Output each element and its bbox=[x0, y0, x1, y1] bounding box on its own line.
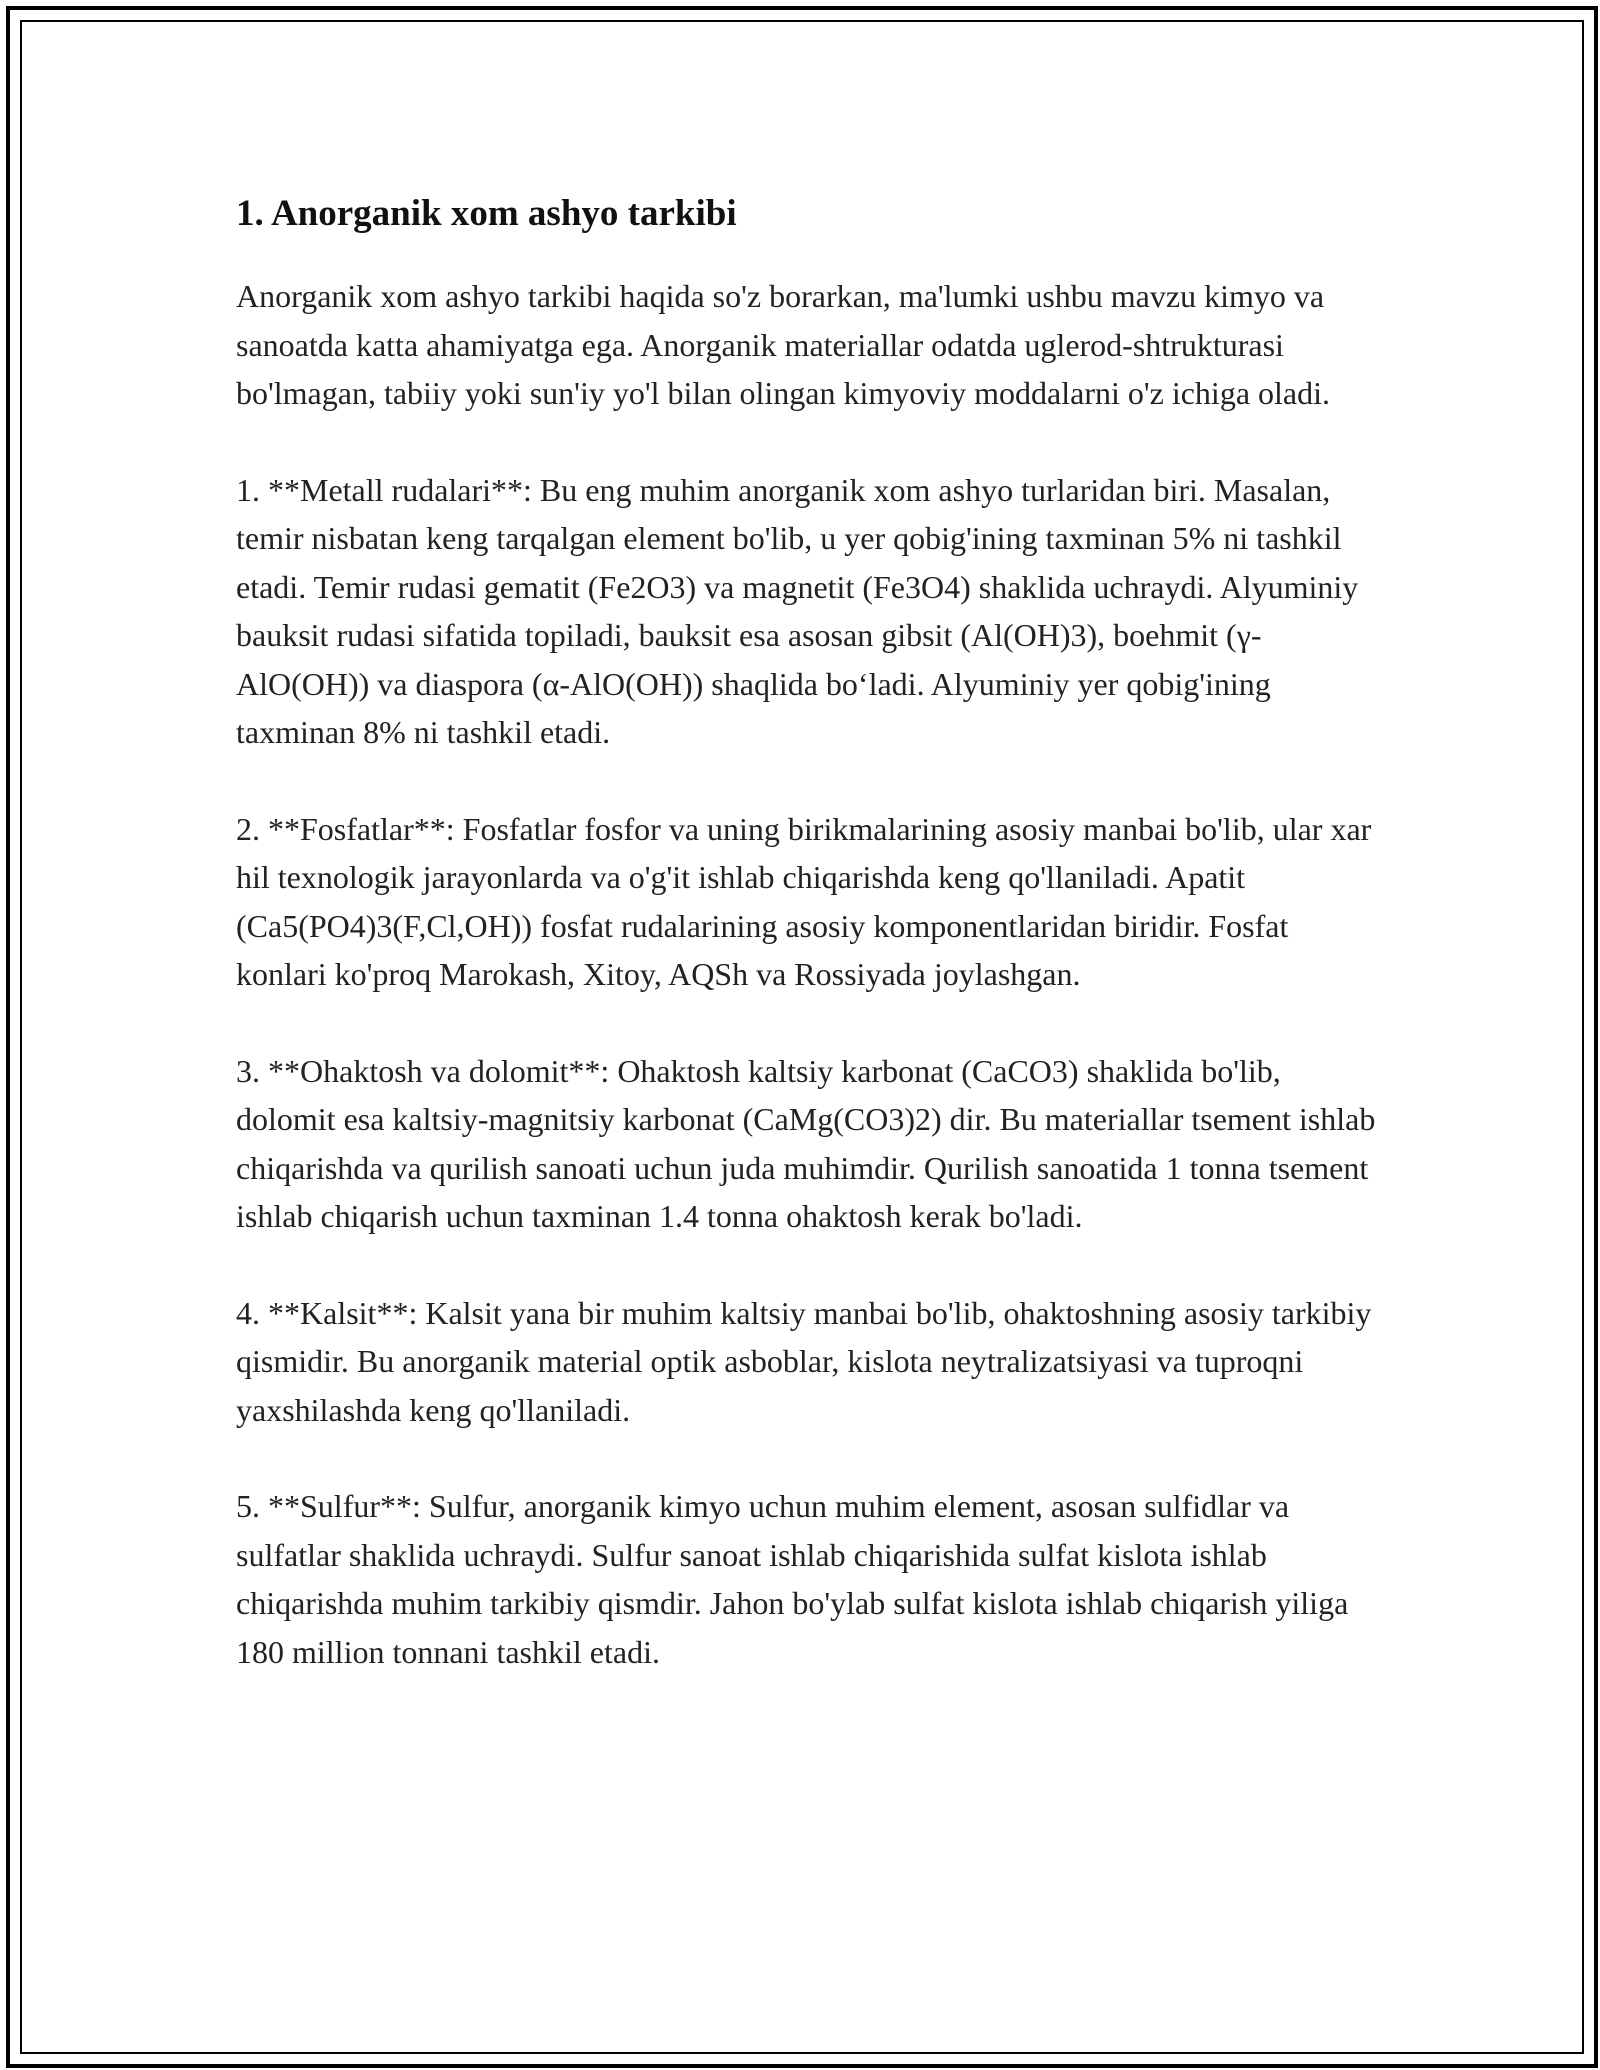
document-body bbox=[236, 186, 1376, 1724]
paragraph-metall-rudalari: 1. **Metall rudalari**: Bu eng muhim anorganik xom ashyo turlaridan biri. Masalan, temir nisbatan keng tarqalgan element bo'lib, u yer qobig'ining taxminan 5% ni tashkil etadi. Temir rudasi gematit (Fe2O3) va magnetit (Fe3O4) shaklida uchraydi. Alyuminiy bauksit rudasi sifatida topiladi, bauksit esa asosan gibsit (Al(OH)3), boehmit (γ-AlO(OH)) va diaspora (α-AlO(OH)) shaqlida boʻladi. Alyuminiy yer qobig'ining taxminan 8% ni tashkil etadi. bbox=[236, 471, 1359, 750]
paragraph-sulfur: 5. **Sulfur**: Sulfur, anorganik kimyo uchun muhim element, asosan sulfidlar va sulfatlar shaklida uchraydi. Sulfur sanoat ishlab chiqarishida sulfat kislota ishlab chiqarishda muhim tarkibiy qismdir. Jahon bo'ylab sulfat kislota ishlab chiqarish yiliga 180 million tonnani tashkil etadi. bbox=[236, 1488, 1349, 1670]
paragraph-fosfatlar: 2. **Fosfatlar**: Fosfatlar fosfor va uning birikmalarining asosiy manbai bo'lib, ular xar hil texnologik jarayonlarda va o'g'it ishlab chiqarishda keng qo'llaniladi. Apatit (Ca5(PO4)3(F,Cl,OH)) fosfat rudalarining asosiy komponentlaridan biridir. Fosfat konlari ko'proq Marokash, Xitoy, AQSh va Rossiyada joylashgan. bbox=[236, 810, 1372, 992]
paragraph-ohaktosh-dolomit: 3. **Ohaktosh va dolomit**: Ohaktosh kaltsiy karbonat (CaCO3) shaklida bo'lib, dolomit esa kaltsiy-magnitsiy karbonat (CaMg(CO3)2) dir. Bu materiallar tsement ishlab chiqarishda va qurilish sanoati uchun juda muhimdir. Qurilish sanoatida 1 tonna tsement ishlab chiqarish uchun taxminan 1.4 tonna ohaktosh kerak bo'ladi. bbox=[236, 1052, 1376, 1234]
paragraph-kalsit: 4. **Kalsit**: Kalsit yana bir muhim kaltsiy manbai bo'lib, ohaktoshning asosiy tarkibiy qismidir. Bu anorganik material optik asboblar, kislota neytralizatsiyasi va tuproqni yaxshilashda keng qo'llaniladi. bbox=[236, 1294, 1372, 1428]
document-title: 1. Anorganik xom ashyo tarkibi bbox=[236, 193, 737, 234]
intro-paragraph: Anorganik xom ashyo tarkibi haqida so'z borarkan, ma'lumki ushbu mavzu kimyo va sanoatda katta ahamiyatga ega. Anorganik materiallar odatda uglerod-shtrukturasi bo'lmagan, tabiiy yoki sun'iy yo'l bilan olingan kimyoviy moddalarni o'z ichiga oladi. bbox=[236, 278, 1330, 411]
